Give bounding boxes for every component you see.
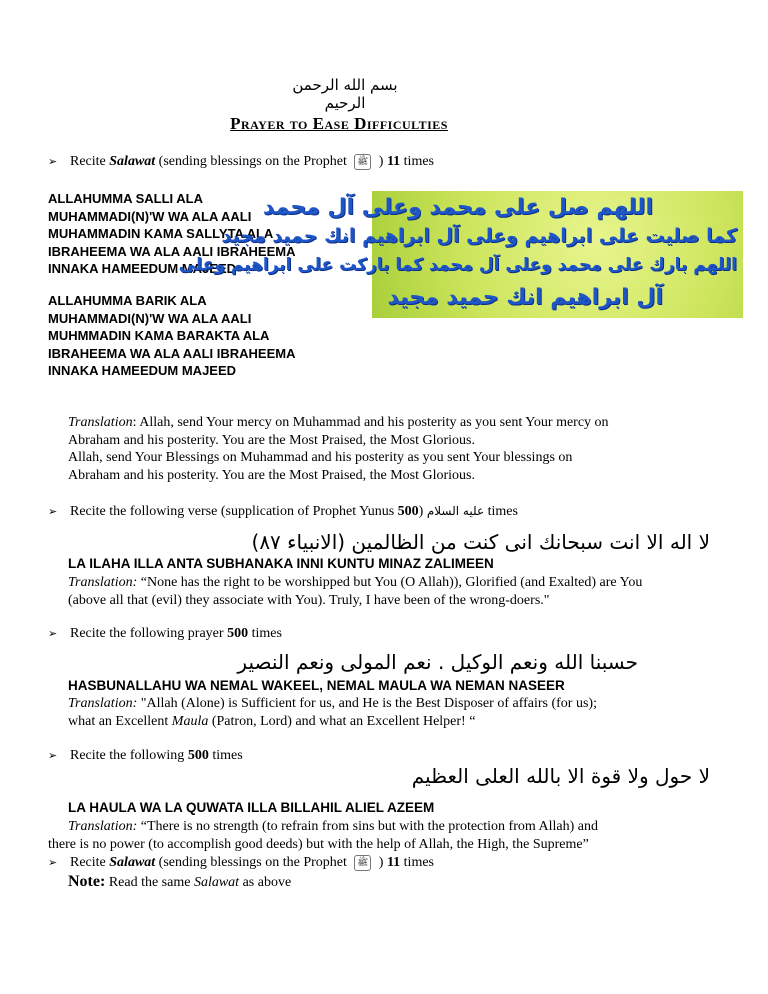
bullet-arrow-icon: ➢ [48,156,58,169]
hawqala-arabic: لا حول ولا قوة الا بالله العلى العظيم [411,764,710,788]
salawat-transliteration-part1: ALLAHUMMA SALLI ALA MUHAMMADI(N)'W WA ALA AALI MUHAMMADIN KAMA SALLYTA ALA IBRAHEEMA WA ALA AALI IBRAHEEMA INNAKA HAMEEDUM MAJEED [48,191,296,276]
hasbunallah-translation: Translation: "Allah (Alone) is Sufficient for us, and He is the Best Disposer of affairs (for us); what an Excellent Maula (Patron, Lord) and what an Excellent Helper! “ [68,696,597,729]
salawat-translation: Translation: Allah, send Your mercy on Muhammad and his posterity as you sent Your mercy on Abraham and his posterity. You are the Most Praised, the Most Glorious. Allah, send Your Blessings on Muhammad and his posterity as you sent Your blessings on Abraham and his posterity. You are the Most Praised, the Most Glorious. [68,415,609,483]
page-title: Prayer to Ease Difficulties [230,114,448,133]
hasbunallah-instruction: ➢ Recite the following prayer 500 times [48,626,282,641]
pbuh-icon: ﷺ [354,154,371,170]
salawat-repeat-instruction: ➢ Recite Salawat (sending blessings on the Prophet ﷺ ) 11 times [48,855,435,871]
hawqala-instruction: ➢ Recite the following 500 times [48,748,243,763]
hasbunallah-arabic: حسبنا الله ونعم الوكيل . نعم المولى ونعم النصير [237,650,638,674]
salawat-transliteration-part2: ALLAHUMMA BARIK ALA MUHAMMADI(N)'W WA ALA AALI MUHMMADIN KAMA BARAKTA ALA IBRAHEEMA WA ALA AALI IBRAHEEMA INNAKA HAMEEDUM MAJEED [48,293,296,378]
yunus-instruction: ➢ Recite the following verse (supplication of Prophet Yunus عليه السلام (500 times [48,504,518,519]
bismillah-calligraphy: بسم الله الرحمن الرحيم [292,76,398,112]
hawqala-translation: Translation: “There is no strength (to refrain from sins but with the protection from Allah) and there is no power (to accomplish good deeds) but with the help of Allah, the High, the Supreme” [48,819,598,852]
bullet-arrow-icon: ➢ [48,750,58,762]
bullet-arrow-icon: ➢ [48,857,58,870]
note: Note: Read the same Salawat as above [68,873,292,890]
salawat-calligraphy-image: اللهم صل على محمد وعلى آل محمد كما صليت على ابراهيم وعلى آل ابراهيم انك حميد مجيد اللهم بارك على محمد وعلى آل محمد كما باركت على ابراهيم وعلى آل ابراهيم انك حميد مجيد [372,191,743,318]
alayhis-salam-icon: عليه السلام [426,504,485,518]
yunus-translation: Translation: “None has the right to be worshipped but You (O Allah)), Glorified (and Exalted) are You (above all that (evil) they associate with You). Truly, I have been of the wrong-doers." [68,575,643,608]
hasbunallah-transliteration: HASBUNALLAHU WA NEMAL WAKEEL, NEMAL MAULA WA NEMAN NASEER [68,678,565,693]
salawat-instruction: ➢ Recite Salawat (sending blessings on the Prophet ﷺ ) 11 times [48,154,435,170]
yunus-arabic-verse: لا اله الا انت سبحانك انى كنت من الظالمين (الانبياء ٨٧) [251,530,710,554]
pbuh-icon: ﷺ [354,855,371,871]
bullet-arrow-icon: ➢ [48,628,58,640]
hawqala-transliteration: LA HAULA WA LA QUWATA ILLA BILLAHIL ALIEL AZEEM [68,800,435,815]
yunus-transliteration: LA ILAHA ILLA ANTA SUBHANAKA INNI KUNTU MINAZ ZALIMEEN [68,556,494,571]
bullet-arrow-icon: ➢ [48,506,58,518]
